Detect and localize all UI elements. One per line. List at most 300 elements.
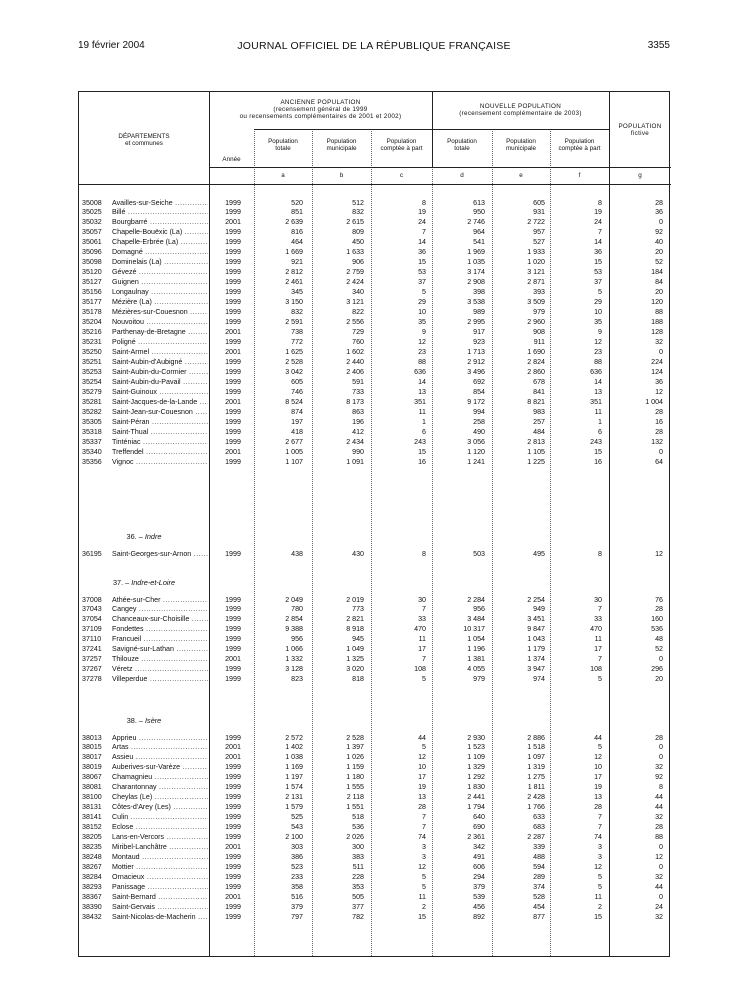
col-header-departements: [79, 133, 209, 147]
pop-fictive: 224: [651, 358, 663, 367]
col-label: municipale: [326, 145, 357, 152]
col-header-a: [254, 138, 312, 152]
pop-totale-new: 490: [473, 427, 485, 436]
table-row: [79, 237, 671, 247]
insee-code: 38131: [82, 803, 102, 812]
page-header: [78, 40, 670, 54]
pop-fictive: 1 004: [645, 397, 663, 406]
insee-code: 35204: [82, 318, 102, 327]
commune-name: Lans-en-Vercors .....: [112, 832, 208, 842]
pop-comptee-old: 5: [422, 883, 426, 892]
pop-comptee-old: 5: [422, 873, 426, 882]
pop-totale-new: 1 713: [467, 348, 485, 357]
pop-totale-old: 746: [291, 387, 303, 396]
commune-name: Véretz .....: [112, 664, 208, 674]
year: 1999: [225, 605, 241, 614]
pop-totale-old: 3 128: [285, 665, 303, 674]
pop-municipale-new: 3 451: [527, 615, 545, 624]
insee-code: 35178: [82, 308, 102, 317]
pop-totale-new: 2 908: [467, 278, 485, 287]
pop-municipale-old: 518: [352, 813, 364, 822]
col-header-c: [371, 138, 432, 152]
pop-fictive: 84: [655, 278, 663, 287]
table-row: [79, 782, 671, 792]
pop-municipale-new: 983: [533, 407, 545, 416]
pop-comptee-new: 470: [590, 625, 602, 634]
pop-municipale-old: 733: [352, 387, 364, 396]
pop-comptee-old: 10: [418, 763, 426, 772]
pop-municipale-old: 1 049: [346, 645, 364, 654]
pop-totale-old: 1 574: [285, 783, 303, 792]
pop-comptee-new: 17: [594, 773, 602, 782]
pop-totale-old: 438: [291, 549, 303, 558]
table-row: [79, 882, 671, 892]
pop-comptee-new: 5: [598, 883, 602, 892]
insee-code: 35127: [82, 278, 102, 287]
pop-fictive: 12: [655, 549, 663, 558]
pop-municipale-new: 1 319: [527, 763, 545, 772]
year: 1999: [225, 268, 241, 277]
pop-comptee-old: 7: [422, 655, 426, 664]
pop-totale-new: 2 441: [467, 793, 485, 802]
pop-fictive: 120: [651, 298, 663, 307]
pop-fictive: 32: [655, 813, 663, 822]
pop-fictive: 20: [655, 288, 663, 297]
pop-comptee-new: 11: [594, 635, 602, 644]
pop-municipale-old: 536: [352, 823, 364, 832]
pop-comptee-new: 15: [594, 447, 602, 456]
commune-name: Saint-Jacques-de-la-Lande .....: [112, 397, 208, 407]
pop-fictive: 28: [655, 733, 663, 742]
pop-totale-old: 2 639: [285, 218, 303, 227]
commune-name: Culin .....: [112, 812, 208, 822]
pop-comptee-new: 5: [598, 873, 602, 882]
pop-comptee-new: 53: [594, 268, 602, 277]
pop-fictive: 0: [659, 893, 663, 902]
pop-municipale-old: 505: [352, 893, 364, 902]
table-row: [79, 357, 671, 367]
col-label: Population: [564, 138, 595, 145]
table-row: [79, 852, 671, 862]
pop-totale-new: 1 109: [467, 753, 485, 762]
table-row: [79, 902, 671, 912]
year: 1999: [225, 427, 241, 436]
insee-code: 35253: [82, 367, 102, 376]
table-row: [79, 842, 671, 852]
pop-totale-old: 851: [291, 208, 303, 217]
pop-fictive: 28: [655, 198, 663, 207]
commune-name: Saint-Thual .....: [112, 427, 208, 437]
pop-totale-new: 854: [473, 387, 485, 396]
pop-comptee-old: 12: [418, 863, 426, 872]
table-row: [79, 822, 671, 832]
pop-municipale-new: 527: [533, 238, 545, 247]
pop-municipale-old: 8 918: [346, 625, 364, 634]
pop-comptee-old: 108: [414, 665, 426, 674]
pop-totale-old: 2 131: [285, 793, 303, 802]
year: 1999: [225, 258, 241, 267]
pop-totale-new: 3 174: [467, 268, 485, 277]
pop-comptee-old: 74: [418, 833, 426, 842]
col-label: Population: [447, 138, 477, 145]
year: 1999: [225, 902, 241, 911]
year: 1999: [225, 615, 241, 624]
pop-fictive: 32: [655, 912, 663, 921]
pop-municipale-new: 2 428: [527, 793, 545, 802]
col-header-fictive: [609, 123, 671, 137]
year: 2001: [225, 447, 241, 456]
pop-totale-new: 1 196: [467, 645, 485, 654]
commune-name: Dominelais (La) .....: [112, 257, 208, 267]
pop-comptee-old: 7: [422, 813, 426, 822]
insee-code: 35337: [82, 437, 102, 446]
pop-totale-old: 1 107: [285, 457, 303, 466]
pop-totale-old: 2 049: [285, 595, 303, 604]
pop-totale-new: 613: [473, 198, 485, 207]
table-row: [79, 367, 671, 377]
pop-totale-old: 1 038: [285, 753, 303, 762]
pop-totale-old: 3 150: [285, 298, 303, 307]
pop-municipale-new: 2 860: [527, 367, 545, 376]
commune-name: Parthenay-de-Bretagne .....: [112, 327, 208, 337]
year: 2001: [225, 218, 241, 227]
pop-comptee-new: 3: [598, 843, 602, 852]
pop-comptee-old: 37: [418, 278, 426, 287]
pop-municipale-old: 1 397: [346, 743, 364, 752]
pop-municipale-old: 430: [352, 549, 364, 558]
pop-comptee-old: 7: [422, 228, 426, 237]
pop-municipale-new: 2 813: [527, 437, 545, 446]
pop-totale-new: 10 317: [463, 625, 485, 634]
insee-code: 35250: [82, 348, 102, 357]
pop-comptee-new: 19: [594, 208, 602, 217]
page-number: 3355: [647, 40, 670, 51]
pop-totale-new: 917: [473, 328, 485, 337]
pop-fictive: 28: [655, 427, 663, 436]
pop-totale-new: 503: [473, 549, 485, 558]
insee-code: 35057: [82, 228, 102, 237]
pop-comptee-old: 470: [414, 625, 426, 634]
pop-fictive: 536: [651, 625, 663, 634]
table-row: [79, 377, 671, 387]
pop-municipale-old: 353: [352, 883, 364, 892]
pop-comptee-old: 15: [418, 912, 426, 921]
table-row: [79, 457, 671, 467]
pop-municipale-old: 782: [352, 912, 364, 921]
pop-municipale-old: 412: [352, 427, 364, 436]
pop-totale-old: 9 388: [285, 625, 303, 634]
pop-municipale-new: 8 821: [527, 397, 545, 406]
pop-comptee-new: 37: [594, 278, 602, 287]
pop-municipale-old: 340: [352, 288, 364, 297]
year: 1999: [225, 783, 241, 792]
pop-municipale-new: 2 886: [527, 733, 545, 742]
table-row: [79, 447, 671, 457]
pop-comptee-new: 24: [594, 218, 602, 227]
commune-name: Ornacieux .....: [112, 872, 208, 882]
pop-comptee-old: 1: [422, 417, 426, 426]
pop-comptee-old: 23: [418, 348, 426, 357]
insee-code: 35281: [82, 397, 102, 406]
pop-totale-old: 418: [291, 427, 303, 436]
table-row: [79, 387, 671, 397]
pop-totale-old: 1 402: [285, 743, 303, 752]
pop-fictive: 0: [659, 348, 663, 357]
pop-comptee-old: 11: [418, 893, 426, 902]
insee-code: 38152: [82, 823, 102, 832]
table-row: [79, 217, 671, 227]
pop-totale-new: 258: [473, 417, 485, 426]
table-row: [79, 417, 671, 427]
pop-totale-old: 1 066: [285, 645, 303, 654]
pop-comptee-old: 15: [418, 447, 426, 456]
pop-comptee-old: 11: [418, 635, 426, 644]
table-row: [79, 624, 671, 634]
pop-comptee-new: 10: [594, 763, 602, 772]
pop-comptee-new: 36: [594, 248, 602, 257]
pop-comptee-new: 44: [594, 733, 602, 742]
pop-comptee-old: 33: [418, 615, 426, 624]
table-row: [79, 832, 671, 842]
pop-comptee-old: 7: [422, 605, 426, 614]
department-number: 38. –: [126, 716, 143, 725]
pop-fictive: 44: [655, 883, 663, 892]
pop-comptee-new: 19: [594, 783, 602, 792]
pop-municipale-new: 974: [533, 675, 545, 684]
pop-municipale-new: 633: [533, 813, 545, 822]
pop-municipale-old: 906: [352, 258, 364, 267]
pop-municipale-new: 488: [533, 853, 545, 862]
pop-municipale-old: 1 180: [346, 773, 364, 782]
year: 1999: [225, 863, 241, 872]
pop-municipale-old: 2 556: [346, 318, 364, 327]
insee-code: 38017: [82, 753, 102, 762]
pop-totale-new: 1 381: [467, 655, 485, 664]
pop-comptee-new: 12: [594, 338, 602, 347]
table-row: [79, 207, 671, 217]
insee-code: 35356: [82, 457, 102, 466]
pop-comptee-new: 6: [598, 427, 602, 436]
table-row: [79, 397, 671, 407]
pop-municipale-old: 729: [352, 328, 364, 337]
year: 1999: [225, 407, 241, 416]
year: 1999: [225, 278, 241, 287]
insee-code: 37110: [82, 635, 102, 644]
pop-totale-new: 294: [473, 873, 485, 882]
department-heading: [79, 532, 209, 541]
pop-fictive: 44: [655, 803, 663, 812]
pop-totale-old: 816: [291, 228, 303, 237]
pop-comptee-new: 8: [598, 198, 602, 207]
pop-municipale-new: 678: [533, 377, 545, 386]
pop-totale-new: 456: [473, 902, 485, 911]
commune-name: Athée-sur-Cher .....: [112, 595, 208, 605]
pop-municipale-new: 594: [533, 863, 545, 872]
year: 2001: [225, 328, 241, 337]
pop-municipale-old: 2 615: [346, 218, 364, 227]
journal-title: JOURNAL OFFICIEL DE LA RÉPUBLIQUE FRANÇAISE: [237, 40, 511, 52]
table-row: [79, 297, 671, 307]
pop-fictive: 44: [655, 793, 663, 802]
pop-municipale-new: 1 690: [527, 348, 545, 357]
pop-municipale-old: 945: [352, 635, 364, 644]
insee-code: 37257: [82, 655, 102, 664]
pop-municipale-old: 8 173: [346, 397, 364, 406]
pop-comptee-new: 11: [594, 407, 602, 416]
pop-totale-new: 1 523: [467, 743, 485, 752]
pop-totale-old: 303: [291, 843, 303, 852]
pop-municipale-old: 760: [352, 338, 364, 347]
year: 1999: [225, 912, 241, 921]
pop-comptee-new: 9: [598, 328, 602, 337]
col-label: Population: [386, 138, 417, 145]
pop-totale-new: 3 538: [467, 298, 485, 307]
commune-name: Saint-Gervais .....: [112, 902, 208, 912]
col-header-f: [550, 138, 609, 152]
year: 1999: [225, 238, 241, 247]
commune-name: Mézières-sur-Couesnon .....: [112, 307, 208, 317]
insee-code: 35156: [82, 288, 102, 297]
insee-code: 37008: [82, 595, 102, 604]
commune-name: Thilouze .....: [112, 654, 208, 664]
pop-municipale-old: 818: [352, 675, 364, 684]
year: 1999: [225, 288, 241, 297]
department-heading: [79, 578, 209, 587]
pop-municipale-new: 1 179: [527, 645, 545, 654]
pop-totale-new: 2 912: [467, 358, 485, 367]
pop-municipale-old: 591: [352, 377, 364, 386]
pop-totale-new: 398: [473, 288, 485, 297]
commune-name: Saint-Aubin-du-Pavail .....: [112, 377, 208, 387]
pop-comptee-old: 24: [418, 218, 426, 227]
communes-label: et communes: [125, 140, 163, 147]
pop-comptee-new: 23: [594, 348, 602, 357]
col-letter-d: d: [460, 172, 464, 179]
year: 1999: [225, 358, 241, 367]
year: 1999: [225, 853, 241, 862]
table-row: [79, 407, 671, 417]
pop-municipale-old: 1 325: [346, 655, 364, 664]
pop-municipale-old: 2 118: [346, 793, 364, 802]
table-row: [79, 437, 671, 447]
year: 1999: [225, 228, 241, 237]
insee-code: 38067: [82, 773, 102, 782]
pop-municipale-new: 979: [533, 308, 545, 317]
pop-fictive: 160: [651, 615, 663, 624]
pop-totale-new: 3 484: [467, 615, 485, 624]
header-rule: [79, 184, 671, 185]
pop-comptee-old: 8: [422, 549, 426, 558]
col-header-d: [432, 138, 492, 152]
pop-totale-old: 2 528: [285, 358, 303, 367]
pop-municipale-old: 1 026: [346, 753, 364, 762]
pop-fictive: 20: [655, 675, 663, 684]
commune-name: Fondettes .....: [112, 624, 208, 634]
header-rule: [254, 129, 609, 130]
year: 1999: [225, 208, 241, 217]
year: 1999: [225, 549, 241, 558]
department-number: 36. –: [126, 532, 143, 541]
pop-totale-old: 1 169: [285, 763, 303, 772]
table-row: [79, 862, 671, 872]
table-row: [79, 198, 671, 208]
pop-totale-new: 1 120: [467, 447, 485, 456]
pop-fictive: 0: [659, 753, 663, 762]
pop-totale-old: 1 197: [285, 773, 303, 782]
insee-code: 37241: [82, 645, 102, 654]
insee-code: 35318: [82, 427, 102, 436]
pop-totale-old: 358: [291, 883, 303, 892]
year: 1999: [225, 338, 241, 347]
commune-name: Guignen .....: [112, 277, 208, 287]
pop-totale-old: 379: [291, 902, 303, 911]
pop-municipale-new: 393: [533, 288, 545, 297]
pop-comptee-new: 2: [598, 902, 602, 911]
pop-comptee-new: 15: [594, 258, 602, 267]
pop-municipale-old: 2 528: [346, 733, 364, 742]
col-header-b: [312, 138, 371, 152]
pop-municipale-old: 2 026: [346, 833, 364, 842]
departements-label: DÉPARTEMENTS: [118, 133, 170, 140]
pop-comptee-new: 15: [594, 912, 602, 921]
commune-name: Chapelle-Bouëxic (La) .....: [112, 227, 208, 237]
year: 1999: [225, 803, 241, 812]
pop-municipale-new: 1 043: [527, 635, 545, 644]
pop-totale-new: 989: [473, 308, 485, 317]
table-row: [79, 772, 671, 782]
pop-comptee-new: 351: [590, 397, 602, 406]
commune-name: Villeperdue .....: [112, 674, 208, 684]
pop-fictive: 296: [651, 665, 663, 674]
pop-fictive: 12: [655, 853, 663, 862]
pop-comptee-old: 19: [418, 208, 426, 217]
pop-municipale-old: 832: [352, 208, 364, 217]
pop-totale-old: 2 677: [285, 437, 303, 446]
pop-municipale-old: 2 019: [346, 595, 364, 604]
pop-comptee-new: 30: [594, 595, 602, 604]
pop-fictive: 28: [655, 823, 663, 832]
pop-comptee-new: 13: [594, 793, 602, 802]
commune-name: Côtes-d'Arey (Les) .....: [112, 802, 208, 812]
pop-totale-new: 994: [473, 407, 485, 416]
pop-comptee-old: 9: [422, 328, 426, 337]
pop-totale-new: 1 794: [467, 803, 485, 812]
pop-totale-old: 1 005: [285, 447, 303, 456]
pop-comptee-old: 29: [418, 298, 426, 307]
pop-totale-old: 772: [291, 338, 303, 347]
pop-totale-old: 523: [291, 863, 303, 872]
pop-fictive: 188: [651, 318, 663, 327]
commune-name: Gévezé .....: [112, 267, 208, 277]
table-row: [79, 872, 671, 882]
table-row: [79, 912, 671, 922]
department-number: 37. –: [112, 578, 130, 587]
nouvelle-title: NOUVELLE POPULATION: [479, 103, 562, 110]
col-letter-a: a: [281, 172, 285, 179]
pop-municipale-old: 2 440: [346, 358, 364, 367]
department-name: Indre-et-Loire: [131, 578, 176, 587]
pop-municipale-old: 1 091: [346, 457, 364, 466]
pop-comptee-old: 5: [422, 743, 426, 752]
commune-name: Artas .....: [112, 742, 208, 752]
pop-totale-new: 539: [473, 893, 485, 902]
pop-totale-old: 525: [291, 813, 303, 822]
insee-code: 35025: [82, 208, 102, 217]
insee-code: 38367: [82, 893, 102, 902]
pop-municipale-new: 374: [533, 883, 545, 892]
department-heading: [79, 716, 209, 725]
commune-name: Availles-sur-Seiche .....: [112, 198, 208, 208]
